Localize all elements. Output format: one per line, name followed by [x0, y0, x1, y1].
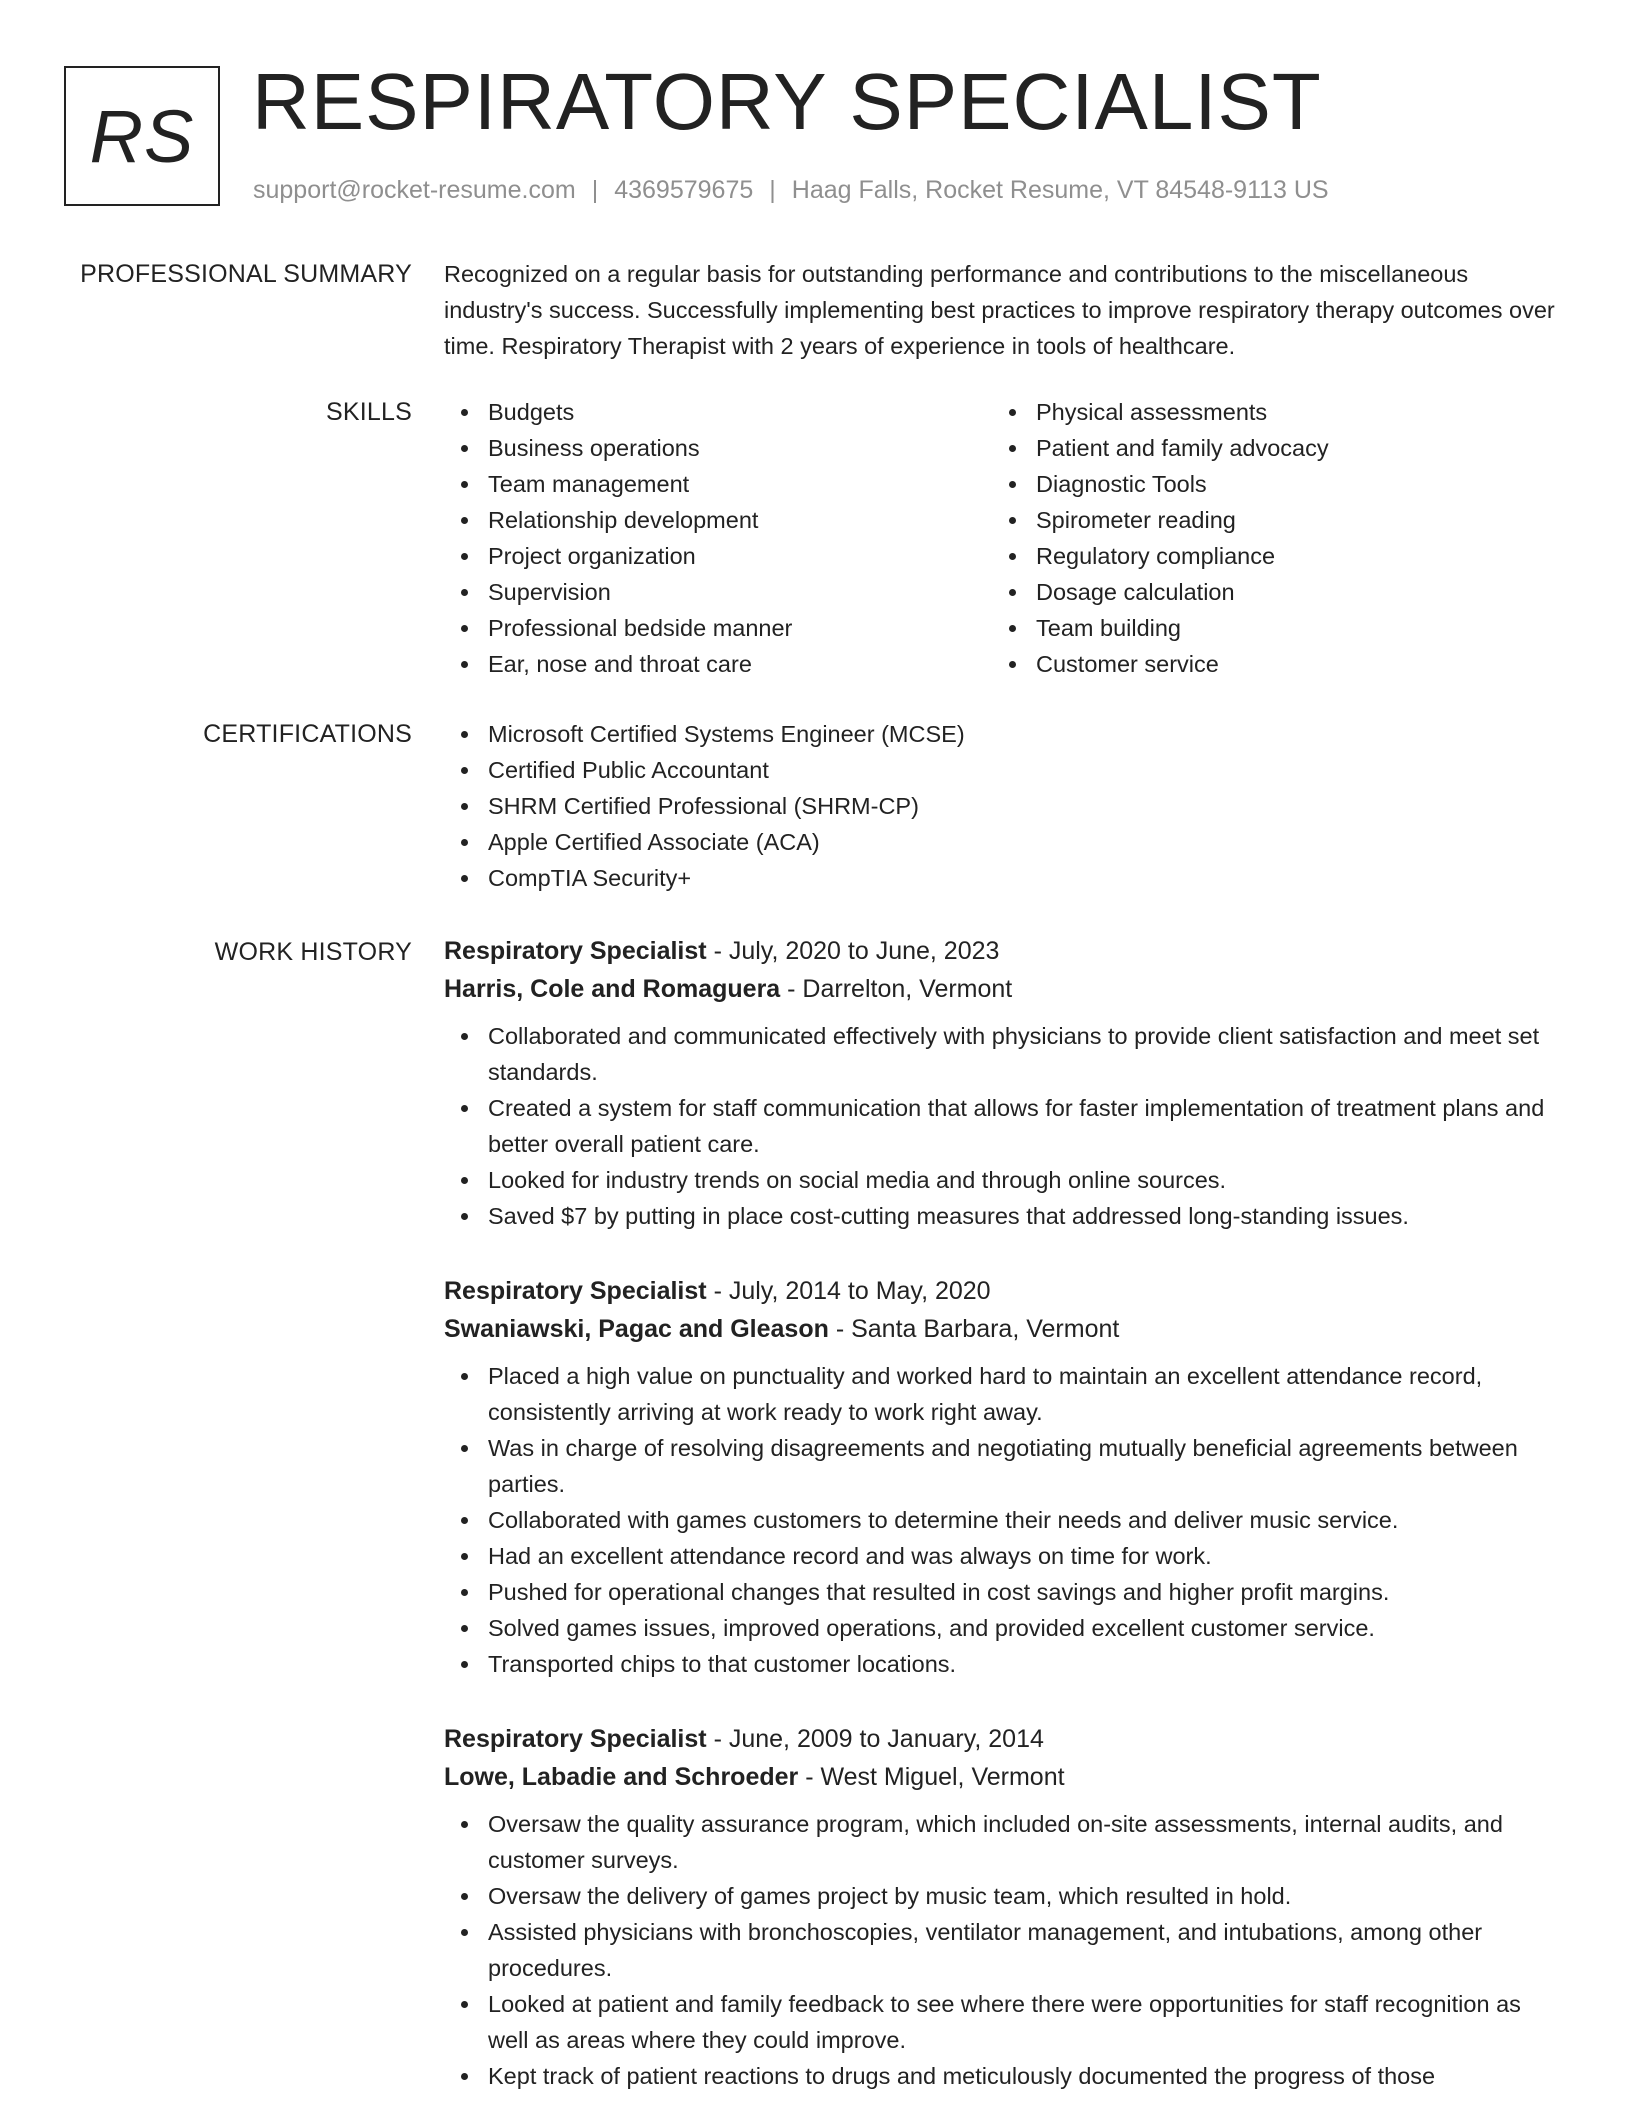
skill-item: Supervision [488, 574, 984, 610]
skill-item: Relationship development [488, 502, 984, 538]
skill-item: Professional bedside manner [488, 610, 984, 646]
contact-phone: 4369579675 [614, 176, 754, 204]
job-bullet: Kept track of patient reactions to drugs and meticulously documented the progress of those [488, 2058, 1564, 2094]
job-title: Respiratory Specialist [444, 1725, 707, 1753]
contact-address: Haag Falls, Rocket Resume, VT 84548-9113 US [791, 176, 1329, 204]
skill-item: Diagnostic Tools [1036, 466, 1552, 502]
job-bullet: Collaborated and communicated effectively with physicians to provide client satisfaction and meet set standards. [488, 1018, 1564, 1090]
job-location: - West Miguel, Vermont [798, 1763, 1065, 1791]
job-bullet: Transported chips to that customer locations. [488, 1646, 1564, 1682]
job-bullet: Collaborated with games customers to determine their needs and deliver music service. [488, 1502, 1564, 1538]
skill-item: Ear, nose and throat care [488, 646, 984, 682]
job-location: - Santa Barbara, Vermont [828, 1315, 1120, 1343]
skill-item: Project organization [488, 538, 984, 574]
skill-item: Team management [488, 466, 984, 502]
skill-item: Customer service [1036, 646, 1552, 682]
job-company: Lowe, Labadie and Schroeder [444, 1763, 799, 1791]
job-bullet: Oversaw the delivery of games project by music team, which resulted in hold. [488, 1878, 1564, 1914]
job-company-line [444, 1758, 1564, 1796]
job-title-line [444, 932, 1564, 970]
job-bullet: Looked for industry trends on social media and through online sources. [488, 1162, 1564, 1198]
job-bullet: Created a system for staff communication that allows for faster implementation of treatment plans and better overall patient care. [488, 1090, 1564, 1162]
job-company: Harris, Cole and Romaguera [444, 975, 781, 1003]
contact-line [253, 173, 1329, 207]
section-heading-certifications: CERTIFICATIONS [203, 720, 412, 748]
monogram-badge: RS [64, 66, 220, 206]
section-heading-work-history: WORK HISTORY [214, 938, 412, 966]
job-bullet: Solved games issues, improved operations, and provided excellent customer service. [488, 1610, 1564, 1646]
work-history-section [0, 934, 1632, 2112]
page-title: RESPIRATORY SPECIALIST [252, 57, 1322, 146]
contact-email: support@rocket-resume.com [253, 176, 576, 204]
skills-column-right [992, 394, 1552, 682]
job-entry [444, 1720, 1564, 2094]
job-bullet: Oversaw the quality assurance program, which included on-site assessments, internal audits, and customer surveys. [488, 1806, 1564, 1878]
skill-item: Business operations [488, 430, 984, 466]
job-bullet: Had an excellent attendance record and was always on time for work. [488, 1538, 1564, 1574]
job-dates: - June, 2009 to January, 2014 [706, 1725, 1044, 1753]
job-entry [444, 1272, 1564, 1682]
contact-separator: | [769, 176, 776, 204]
job-company-line [444, 1310, 1564, 1348]
job-entry [444, 932, 1564, 1234]
job-bullet: Placed a high value on punctuality and worked hard to maintain an excellent attendance record, consistently arriving at work ready to work right away. [488, 1358, 1564, 1430]
skills-column-left [444, 394, 984, 682]
work-history-body [444, 934, 1564, 2112]
job-location: - Darrelton, Vermont [780, 975, 1013, 1003]
job-bullet: Assisted physicians with bronchoscopies, ventilator management, and intubations, among other procedures. [488, 1914, 1564, 1986]
certification-item: Microsoft Certified Systems Engineer (MCSE) [488, 716, 1564, 752]
skill-item: Patient and family advocacy [1036, 430, 1552, 466]
certification-item: CompTIA Security+ [488, 860, 1564, 896]
job-title: Respiratory Specialist [444, 1277, 707, 1305]
skill-item: Dosage calculation [1036, 574, 1552, 610]
certifications-section [0, 716, 1632, 906]
summary-body [444, 256, 1564, 364]
section-heading-summary: PROFESSIONAL SUMMARY [80, 260, 412, 288]
job-bullet: Was in charge of resolving disagreements and negotiating mutually beneficial agreements between parties. [488, 1430, 1564, 1502]
job-title: Respiratory Specialist [444, 937, 707, 965]
job-dates: - July, 2014 to May, 2020 [706, 1277, 991, 1305]
skill-item: Budgets [488, 394, 984, 430]
certifications-body [444, 716, 1564, 896]
skills-section [0, 394, 1632, 694]
summary-text: Recognized on a regular basis for outstanding performance and contributions to the miscellaneous industry's success. Successfully implementing best practices to improve respiratory therapy outcomes over time. Respiratory Therapist with 2 years of experience in tools of healthcare. [444, 261, 1555, 359]
skill-item: Spirometer reading [1036, 502, 1552, 538]
summary-section [0, 256, 1632, 366]
job-bullet: Pushed for operational changes that resulted in cost savings and higher profit margins. [488, 1574, 1564, 1610]
job-title-line [444, 1720, 1564, 1758]
certification-item: Apple Certified Associate (ACA) [488, 824, 1564, 860]
job-bullet: Looked at patient and family feedback to see where there were opportunities for staff recognition as well as areas where they could improve. [488, 1986, 1564, 2058]
skill-item: Team building [1036, 610, 1552, 646]
skill-item: Regulatory compliance [1036, 538, 1552, 574]
section-heading-skills: SKILLS [326, 398, 412, 426]
job-company-line [444, 970, 1564, 1008]
certification-item: Certified Public Accountant [488, 752, 1564, 788]
contact-separator: | [591, 176, 599, 204]
certification-item: SHRM Certified Professional (SHRM-CP) [488, 788, 1564, 824]
job-title-line [444, 1272, 1564, 1310]
skill-item: Physical assessments [1036, 394, 1552, 430]
job-bullet: Saved $7 by putting in place cost-cutting measures that addressed long-standing issues. [488, 1198, 1564, 1234]
job-company: Swaniawski, Pagac and Gleason [444, 1315, 829, 1343]
job-dates: - July, 2020 to June, 2023 [706, 937, 1000, 965]
